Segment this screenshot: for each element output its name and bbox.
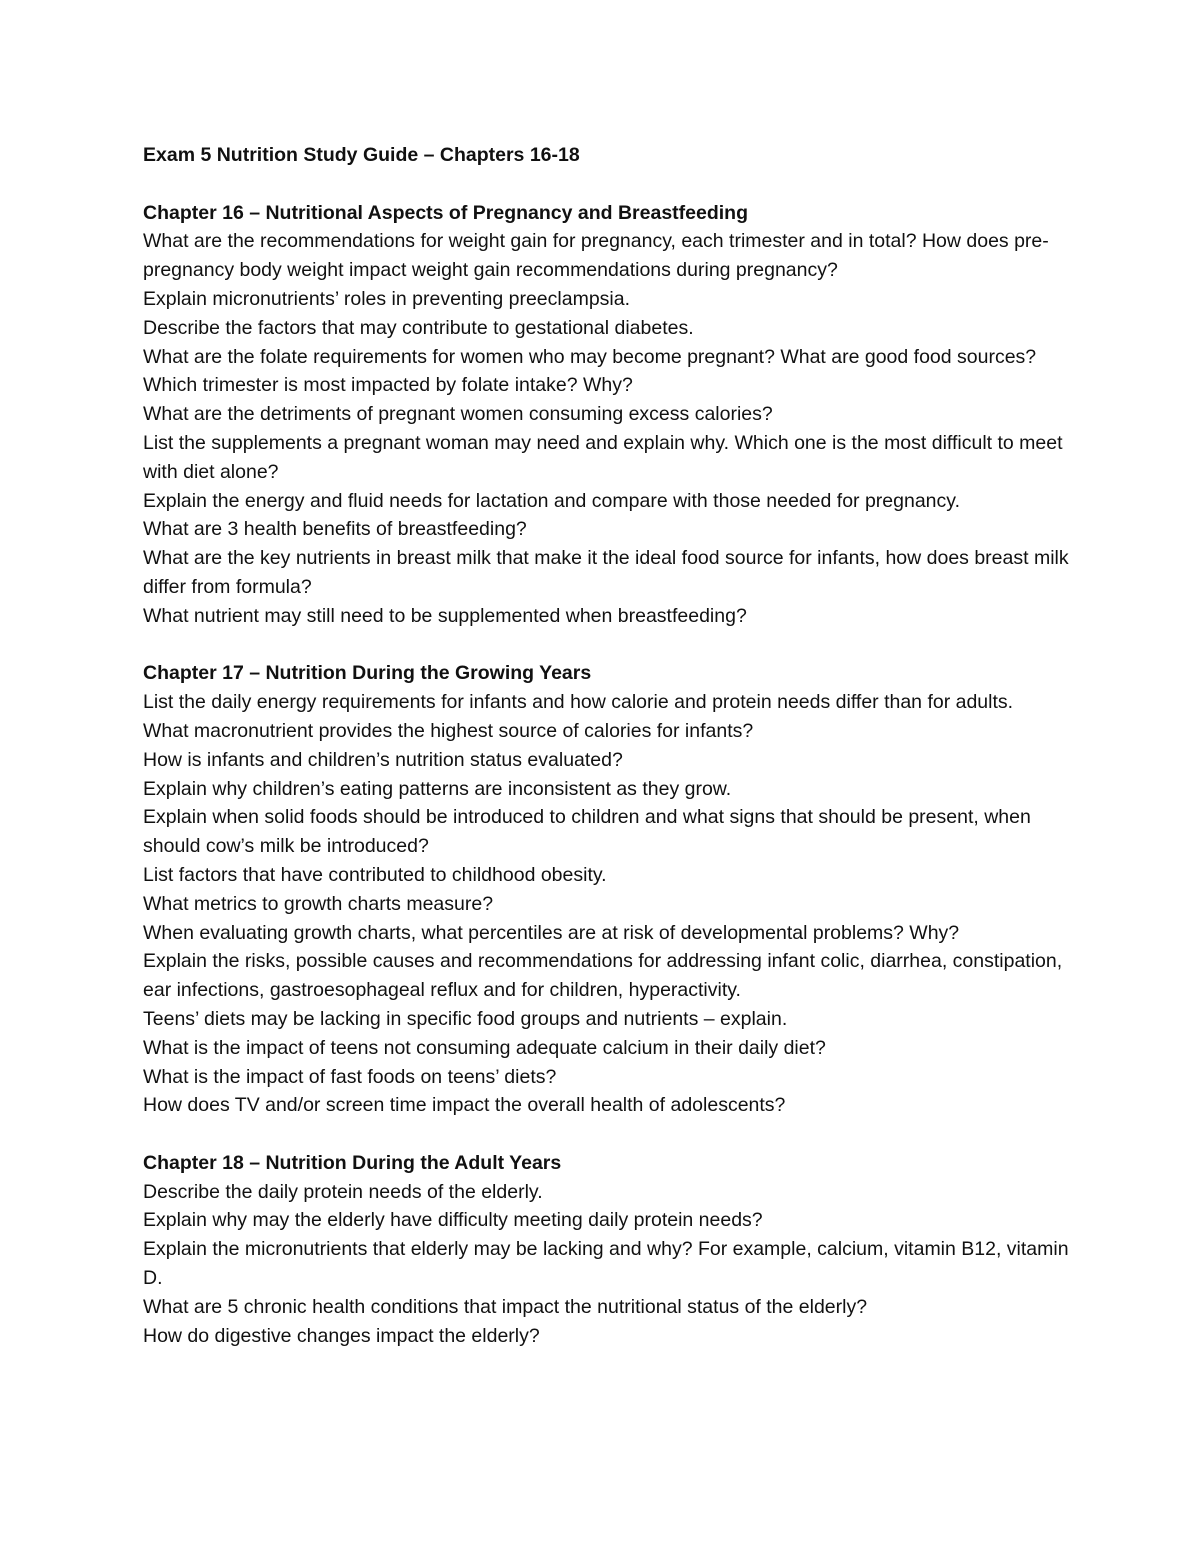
study-question: Explain the energy and fluid needs for lactation and compare with those needed for pregnancy. [143, 489, 961, 512]
study-question: Explain why may the elderly have difficulty meeting daily protein needs? [143, 1209, 763, 1232]
study-question: How do digestive changes impact the elderly? [143, 1324, 540, 1347]
study-question: What are the folate requirements for women who may become pregnant? What are good food sources? [143, 345, 1037, 368]
study-question: What are 3 health benefits of breastfeeding? [143, 518, 527, 541]
study-question: Describe the factors that may contribute to gestational diabetes. [143, 316, 694, 339]
study-question: List factors that have contributed to childhood obesity. [143, 863, 607, 886]
study-question: What are the recommendations for weight gain for pregnancy, each trimester and in total? How does pre-pregnancy body weight impact weight gain recommendations during pregnancy? [143, 230, 1049, 282]
study-question: Teens’ diets may be lacking in specific food groups and nutrients – explain. [143, 1007, 788, 1030]
study-question: What are 5 chronic health conditions that impact the nutritional status of the elderly? [143, 1295, 868, 1318]
study-question: What metrics to growth charts measure? [143, 892, 494, 915]
study-question: What nutrient may still need to be supplemented when breastfeeding? [143, 604, 747, 627]
document-page [143, 141, 1073, 1379]
study-question: When evaluating growth charts, what percentiles are at risk of developmental problems? Why? [143, 921, 960, 944]
chapter-list [143, 199, 1073, 1351]
chapter-heading: Chapter 16 – Nutritional Aspects of Pregnancy and Breastfeeding [143, 201, 749, 224]
study-question: How does TV and/or screen time impact the overall health of adolescents? [143, 1094, 786, 1117]
study-question: What are the detriments of pregnant women consuming excess calories? [143, 403, 773, 426]
study-question: Explain why children’s eating patterns are inconsistent as they grow. [143, 777, 732, 800]
study-question: List the supplements a pregnant woman may need and explain why. Which one is the most difficult to meet with diet alone? [143, 431, 1063, 483]
study-question: What is the impact of fast foods on teens’ diets? [143, 1065, 557, 1088]
study-question: Which trimester is most impacted by folate intake? Why? [143, 374, 633, 397]
question-list [143, 688, 1073, 1120]
document-title: Exam 5 Nutrition Study Guide – Chapters 16-18 [143, 144, 580, 166]
study-question: Explain micronutrients’ roles in preventing preeclampsia. [143, 287, 631, 310]
study-question: What are the key nutrients in breast milk that make it the ideal food source for infants, how does breast milk differ from formula? [143, 547, 1069, 598]
study-question: Explain the micronutrients that elderly may be lacking and why? For example, calcium, vitamin B12, vitamin D. [143, 1238, 1069, 1290]
chapter-section [143, 199, 1073, 631]
study-question: How is infants and children’s nutrition status evaluated? [143, 748, 623, 771]
study-question: Describe the daily protein needs of the elderly. [143, 1180, 543, 1203]
chapter-section [143, 659, 1073, 1120]
chapter-heading: Chapter 18 – Nutrition During the Adult Years [143, 1151, 562, 1174]
study-question: List the daily energy requirements for infants and how calorie and protein needs differ than for adults. [143, 691, 1014, 714]
study-question: What is the impact of teens not consuming adequate calcium in their daily diet? [143, 1036, 826, 1059]
study-question: Explain the risks, possible causes and recommendations for addressing infant colic, diarrhea, constipation, ear infections, gastroesophageal reflux and for children, hyperactivity. [143, 950, 1063, 1002]
chapter-heading: Chapter 17 – Nutrition During the Growing Years [143, 662, 592, 685]
question-list [143, 1178, 1073, 1351]
study-question: What macronutrient provides the highest source of calories for infants? [143, 719, 754, 742]
chapter-section [143, 1149, 1073, 1351]
study-question: Explain when solid foods should be introduced to children and what signs that should be present, when should cow’s milk be introduced? [143, 806, 1031, 858]
question-list [143, 227, 1073, 630]
